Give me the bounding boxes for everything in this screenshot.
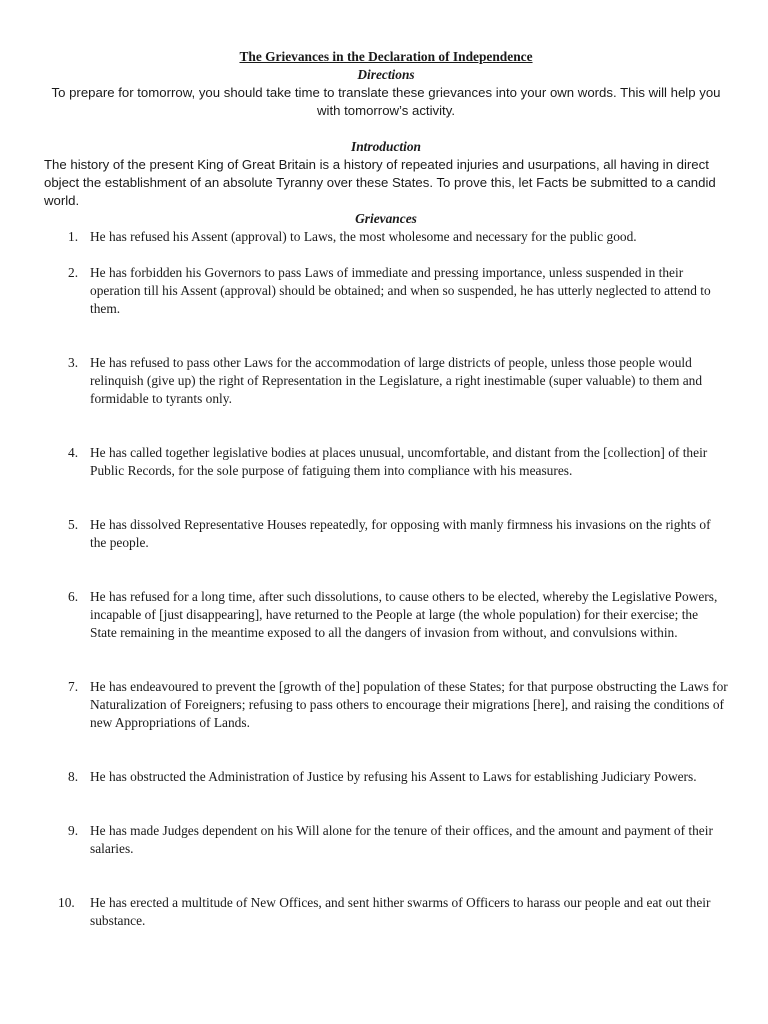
list-item-number: 10. [58,895,75,910]
list-item-number: 2. [68,265,79,280]
list-item [44,228,728,246]
introduction-text: The history of the present King of Great Britain is a history of repeated injuries and usurpations, all having in direct object the establishment of an absolute Tyranny over these States. To prove this, let Facts be submitted to a candid world. [44,157,716,208]
list-item [44,444,728,480]
grievances-heading: Grievances [355,211,417,226]
list-item-number: 5. [68,517,79,532]
list-item-text: He has refused for a long time, after such dissolutions, to cause others to be elected, whereby the Legislative Powers, incapable of [just disappearing], have returned to the People at large (the whole population) for their exercise; the State remaining in the meantime exposed to all the dangers of invasion from without, and convulsions within. [90,589,718,640]
list-item-number: 9. [68,823,79,838]
list-item-text: He has forbidden his Governors to pass Laws of immediate and pressing importance, unless suspended in their operation till his Assent (approval) should be obtained; and when so suspended, he has utterly neglected to attend to them. [90,265,711,316]
list-item-number: 6. [68,589,79,604]
list-item [44,588,728,642]
list-item-number: 1. [68,229,79,244]
list-item [44,822,728,858]
list-item-number: 7. [68,679,79,694]
list-item [44,516,728,552]
directions-text: To prepare for tomorrow, you should take time to translate these grievances into your own words. This will help you with tomorrow’s activity. [51,85,721,118]
list-item [44,354,728,408]
list-item-text: He has refused to pass other Laws for the accommodation of large districts of people, unless those people would relinquish (give up) the right of Representation in the Legislature, a right inestimable (super valuable) to them and formidable to tyrants only. [90,355,703,406]
list-item [44,768,728,786]
list-item-text: He has obstructed the Administration of Justice by refusing his Assent to Laws for establishing Judiciary Powers. [90,769,697,784]
list-item [44,894,728,930]
list-item [44,678,728,732]
list-item-text: He has made Judges dependent on his Will alone for the tenure of their offices, and the amount and payment of their salaries. [90,823,713,856]
list-item-number: 8. [68,769,79,784]
document-title: The Grievances in the Declaration of Independence [239,49,533,64]
introduction-heading: Introduction [351,139,421,154]
grievance-list [44,228,728,930]
list-item-number: 3. [68,355,79,370]
list-item [44,264,728,318]
list-item-text: He has called together legislative bodies at places unusual, uncomfortable, and distant from the [collection] of their Public Records, for the sole purpose of fatiguing them into compliance with his measures. [90,445,708,478]
list-item-number: 4. [68,445,79,460]
list-item-text: He has endeavoured to prevent the [growth of the] population of these States; for that purpose obstructing the Laws for Naturalization of Foreigners; refusing to pass others to encourage their migrations [here], and raising the conditions of new Appropriations of Lands. [90,679,728,730]
list-item-text: He has refused his Assent (approval) to Laws, the most wholesome and necessary for the public good. [90,229,637,244]
list-item-text: He has dissolved Representative Houses repeatedly, for opposing with manly firmness his invasions on the rights of the people. [90,517,711,550]
directions-heading: Directions [357,67,415,82]
list-item-text: He has erected a multitude of New Offices, and sent hither swarms of Officers to harass our people and eat out their substance. [90,895,711,928]
document-page [44,48,728,930]
